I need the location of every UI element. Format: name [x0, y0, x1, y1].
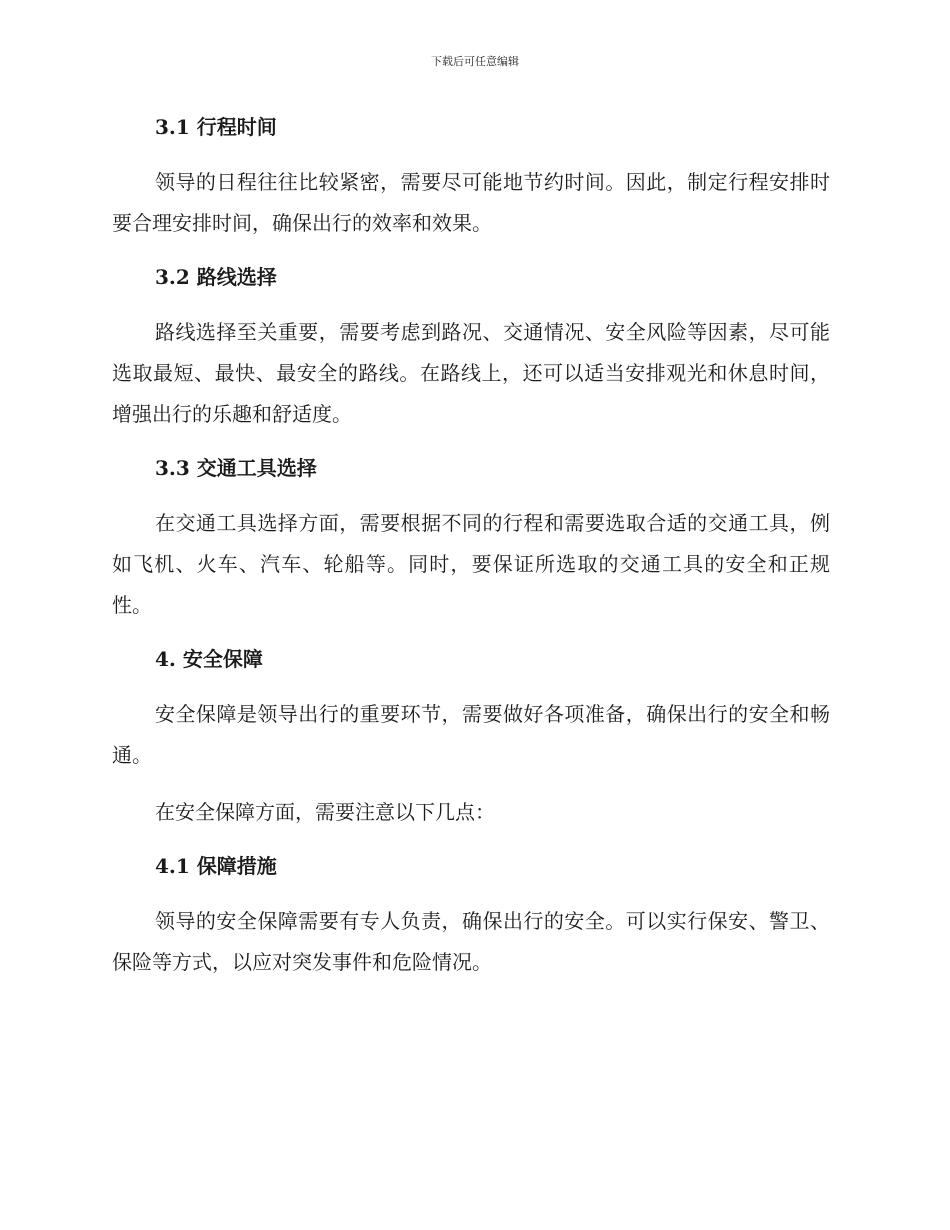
section-3-3	[112, 451, 830, 642]
section-paragraph: 在交通工具选择方面，需要根据不同的行程和需要选取合适的交通工具，例如飞机、火车、汽车、轮船等。同时，要保证所选取的交通工具的安全和正规性。	[112, 511, 830, 617]
section-heading: 3.1 行程时间	[155, 115, 277, 139]
section-3-1	[112, 110, 830, 260]
document-body	[112, 110, 830, 983]
section-heading: 4. 安全保障	[155, 647, 263, 671]
section-3-2	[112, 260, 830, 451]
section-4	[112, 642, 830, 849]
section-paragraph: 安全保障是领导出行的重要环节，需要做好各项准备，确保出行的安全和畅通。	[112, 702, 830, 767]
page-header-note: 下载后可任意编辑	[431, 55, 519, 68]
section-paragraph: 在安全保障方面，需要注意以下几点：	[155, 800, 495, 824]
section-paragraph: 领导的安全保障需要有专人负责，确保出行的安全。可以实行保安、警卫、保险等方式，以应对突发事件和危险情况。	[112, 909, 830, 974]
section-paragraph: 领导的日程往往比较紧密，需要尽可能地节约时间。因此，制定行程安排时要合理安排时间，确保出行的效率和效果。	[112, 170, 830, 235]
section-4-1	[112, 849, 830, 983]
section-paragraph: 路线选择至关重要，需要考虑到路况、交通情况、安全风险等因素，尽可能选取最短、最快、最安全的路线。在路线上，还可以适当安排观光和休息时间，增强出行的乐趣和舒适度。	[112, 320, 830, 426]
section-heading: 4.1 保障措施	[155, 854, 277, 878]
section-heading: 3.3 交通工具选择	[155, 456, 317, 480]
section-heading: 3.2 路线选择	[155, 265, 277, 289]
